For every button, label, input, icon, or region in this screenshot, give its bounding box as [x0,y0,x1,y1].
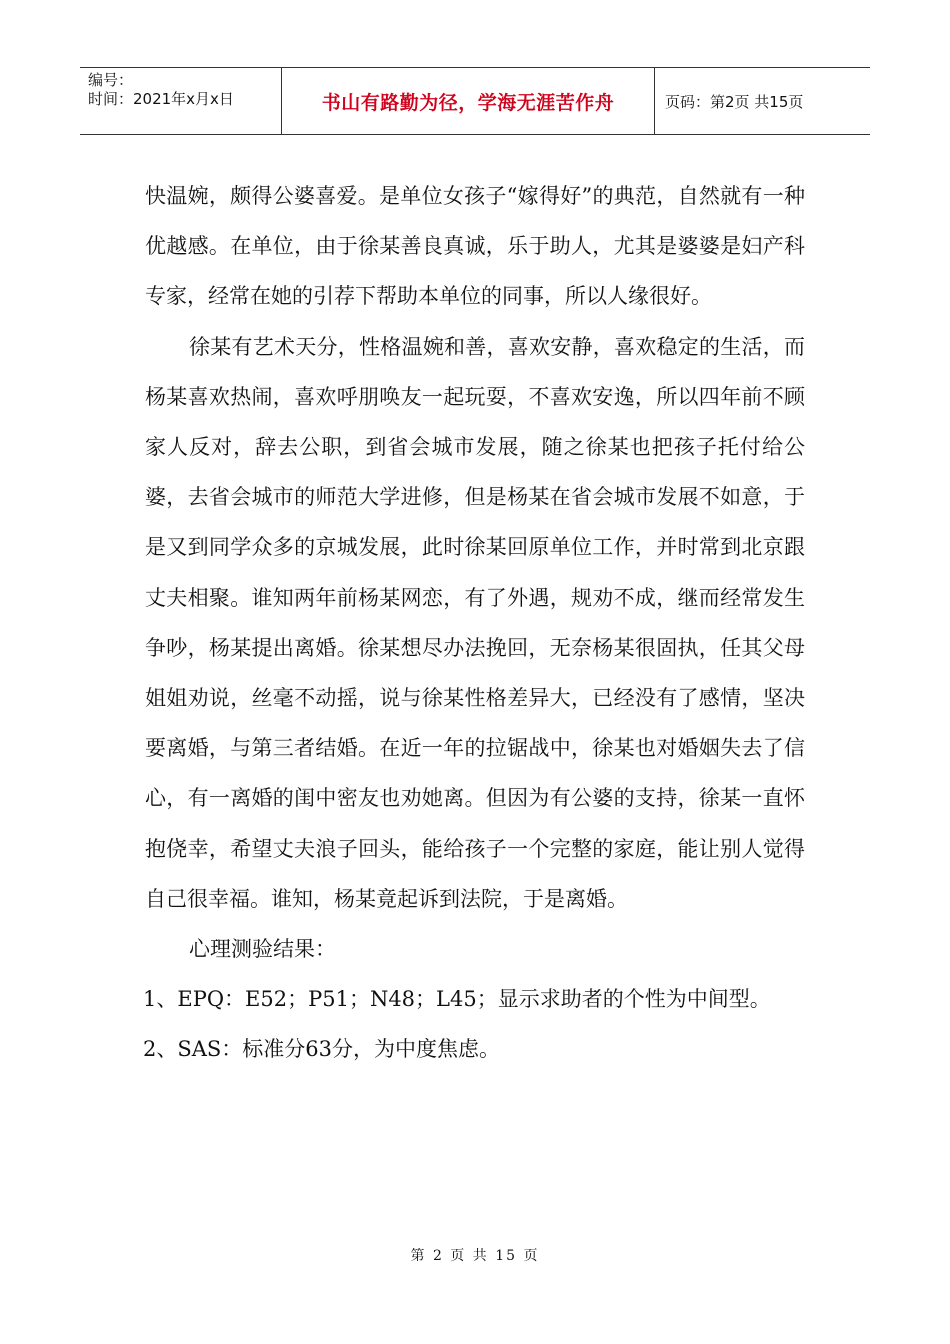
result-item-1: 1、EPQ：E52；P51；N48；L45；显示求助者的个性为中间型。 [143,987,771,1012]
motto-text: 书山有路勤为径，学海无涯苦作舟 [321,91,615,114]
document-body [145,171,805,1075]
result-item-2: 2、SAS：标准分63分，为中度焦虑。 [143,1037,501,1062]
paragraph-3: 心理测验结果： [189,937,336,962]
paragraph-1: 快温婉，颇得公婆喜爱。是单位女孩子“嫁得好”的典范，自然就有一种优越感。在单位，由于徐某善良真诚，乐于助人，尤其是婆婆是妇产科专家，经常在她的引荐下帮助本单位的同事，所以人缘很好。 [145,184,805,309]
header-meta [80,68,282,134]
document-header [80,67,870,135]
paragraph-2: 徐某有艺术天分，性格温婉和善，喜欢安静，喜欢稳定的生活，而杨某喜欢热闹，喜欢呼朋唤友一起玩耍，不喜欢安逸，所以四年前不顾家人反对，辞去公职，到省会城市发展，随之徐某也把孩子托付给公婆，去省会城市的师范大学进修，但是杨某在省会城市发展不如意，于是又到同学众多的京城发展，此时徐某回原单位工作，并时常到北京跟丈夫相聚。谁知两年前杨某网恋，有了外遇，规劝不成，继而经常发生争吵，杨某提出离婚。徐某想尽办法挽回，无奈杨某很固执，任其父母姐姐劝说，丝毫不动摇，说与徐某性格差异大，已经没有了感情，坚决要离婚，与第三者结婚。在近一年的拉锯战中，徐某也对婚姻失去了信心，有一离婚的闺中密友也劝她离。但因为有公婆的支持，徐某一直怀抱侥幸，希望丈夫浪子回头，能给孩子一个完整的家庭，能让别人觉得自己很幸福。谁知，杨某竟起诉到法院，于是离婚。 [145,334,805,911]
page-info-text: 页码：第2页 共15页 [665,92,804,111]
number-label: 编号： [88,71,134,89]
header-motto-cell [282,68,655,134]
page-footer: 第 2 页 共 15 页 [410,1248,540,1264]
header-page-info [655,68,870,134]
time-label: 时间：2021年x月x日 [88,90,234,108]
